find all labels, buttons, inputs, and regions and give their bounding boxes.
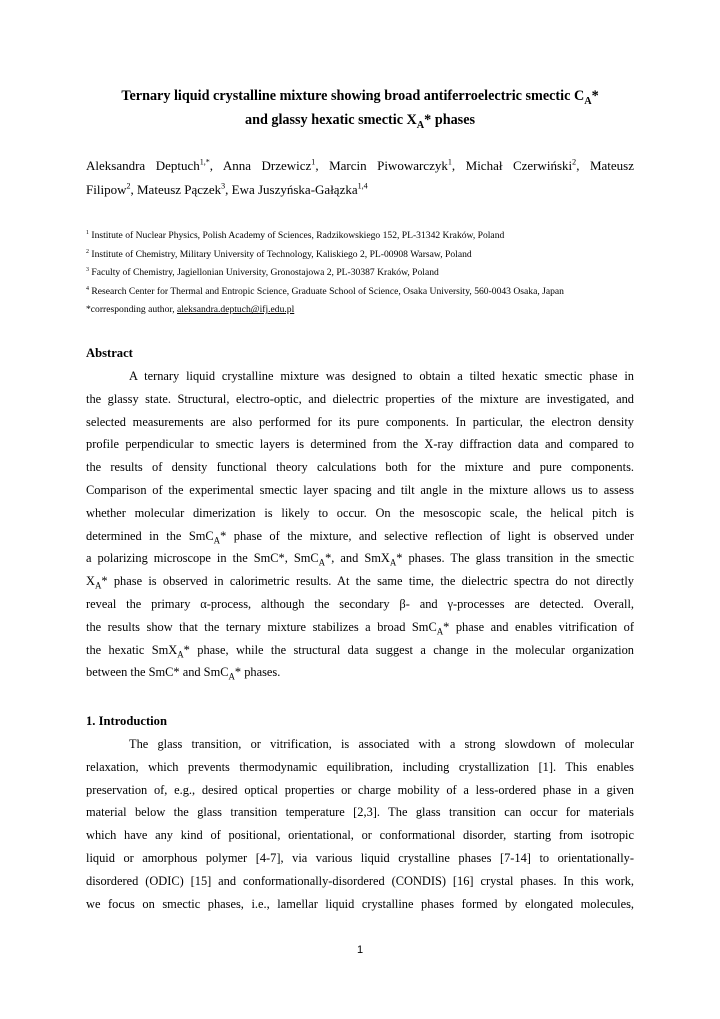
text-line: the results of density functional theory calculations both for the mixture and pure components. bbox=[86, 460, 634, 475]
text-line: The glass transition, or vitrification, is associated with a strong slowdown of molecular bbox=[129, 737, 634, 751]
abstract-body bbox=[86, 365, 634, 684]
author-list bbox=[86, 154, 634, 202]
text-line: we focus on smectic phases, i.e., lamellar liquid crystalline phases formed by elongated molecules, bbox=[86, 896, 634, 911]
author-line-2: Filipow$^2$, Mateusz Pączek$^3$, Ewa Juszyńska-Gałązka$^{1,4}$ bbox=[86, 181, 368, 197]
introduction-heading: 1. Introduction bbox=[86, 714, 167, 728]
text-line: profile perpendicular to smectic layers is determined from the X-ray diffraction data and compared to bbox=[86, 437, 634, 452]
affiliation-2: $^2$ Institute of Chemistry, Military University of Technology, Kaliskiego 2, PL-00908 Warsaw, Poland bbox=[86, 248, 472, 260]
email-link[interactable]: aleksandra.deptuch@ifj.edu.pl bbox=[177, 304, 295, 316]
introduction-body bbox=[86, 733, 634, 915]
affiliations bbox=[86, 227, 646, 320]
affiliation-1: $^1$ Institute of Nuclear Physics, Polish Academy of Sciences, Radzikowskiego 152, PL-31342 Kraków, Poland bbox=[86, 229, 505, 241]
author-line-1: Aleksandra Deptuch$^{1,*}$, Anna Drzewicz$^1$, Marcin Piwowarczyk$^1$, Michał Czerwiński$^2$, Mateusz bbox=[86, 157, 634, 173]
text-line: the results show that the ternary mixture stabilizes a broad SmC$_A$* phase and enables vitrification of bbox=[86, 619, 634, 637]
text-line: material below the glass transition temperature [2,3]. The glass transition can occur for materials bbox=[86, 805, 634, 820]
text-line: selected measurements are also performed for its pure components. In particular, the electron density bbox=[86, 414, 634, 429]
title-line-2: and glassy hexatic smectic $X_A*$ phases bbox=[244, 112, 476, 131]
text-line: whether molecular dimerization is likely to occur. On the mesoscopic scale, the helical pitch is bbox=[86, 505, 634, 520]
text-line: disordered (ODIC) [15] and conformationally-disordered (CONDIS) [16] crystal phases. In this work, bbox=[86, 873, 634, 888]
affiliation-3: $^3$ Faculty of Chemistry, Jagiellonian University, Gronostajowa 2, PL-30387 Kraków, Poland bbox=[86, 267, 439, 279]
text-line: between the SmC* and SmC$_A$* phases. bbox=[86, 665, 281, 682]
text-line: $X_A*$ phase is observed in calorimetric results. At the same time, the dielectric spectra do not directly bbox=[86, 574, 634, 591]
text-line: liquid or amorphous polymer [4-7], via various liquid crystalline phases [7-14] to orientationally- bbox=[86, 850, 634, 865]
text-line: reveal the primary α-process, although the secondary β- and γ-processes are detected. Overall, bbox=[86, 596, 634, 611]
text-line: which have any kind of positional, orientational, or conformational disorder, starting from isotropic bbox=[86, 828, 634, 843]
text-line: the glassy state. Structural, electro-optic, and dielectric properties of the mixture are investigated, and bbox=[86, 391, 634, 406]
text-line: determined in the SmC$_A$* phase of the mixture, and selective reflection of light is observed under bbox=[86, 528, 634, 546]
corresponding-author: *corresponding author, aleksandra.deptuch@ifj.edu.pl bbox=[86, 304, 295, 316]
paper-title bbox=[86, 84, 634, 132]
abstract-heading: Abstract bbox=[86, 346, 133, 360]
title-line-1: Ternary liquid crystalline mixture showing broad antiferroelectric smectic $C_A*$ bbox=[121, 88, 599, 107]
text-line: relaxation, which prevents thermodynamic equilibration, including crystallization [1]. This enables bbox=[86, 759, 634, 774]
text-line: preservation of, e.g., desired optical properties or charge mobility of a less-ordered phase in a given bbox=[86, 782, 634, 797]
text-line: Comparison of the experimental smectic layer spacing and tilt angle in the mixture allows us to assess bbox=[86, 482, 634, 497]
affiliation-4: $^4$ Research Center for Thermal and Entropic Science, Graduate School of Science, Osaka University, 560-0043 Osaka, Japan bbox=[86, 285, 564, 297]
text-line: the hexatic SmX$_A$* phase, while the structural data suggest a change in the molecular organization bbox=[86, 642, 634, 660]
page-number: 1 bbox=[356, 944, 364, 956]
text-line: A ternary liquid crystalline mixture was designed to obtain a tilted hexatic smectic phase in bbox=[129, 369, 634, 383]
text-line: a polarizing microscope in the SmC*, SmC$_A$*, and SmX$_A$* phases. The glass transition in the smectic bbox=[86, 551, 634, 568]
